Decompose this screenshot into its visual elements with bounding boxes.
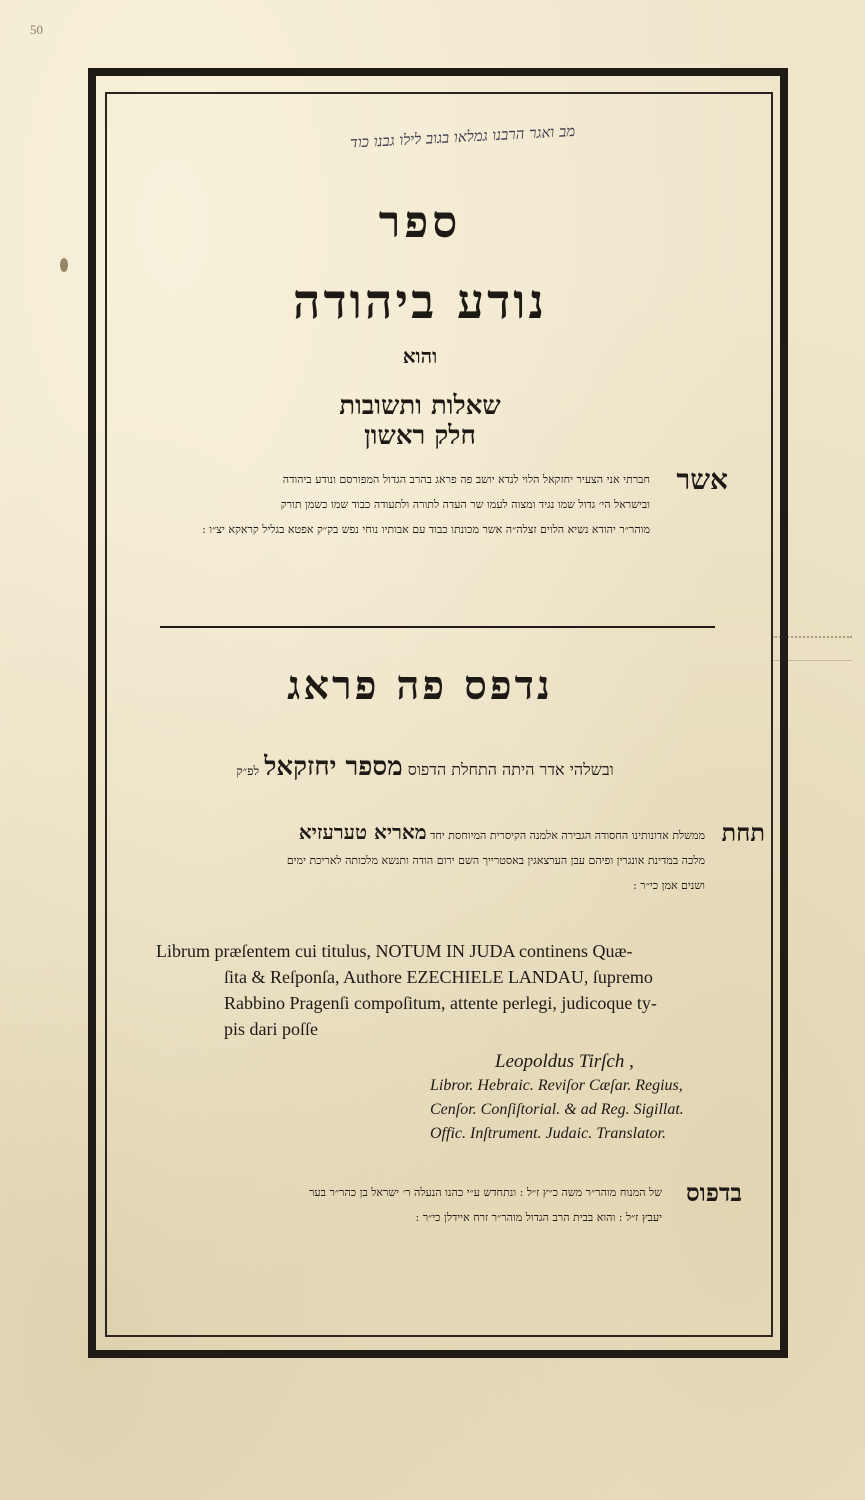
reign-line-1 (160, 820, 725, 848)
printed-in-prague: נדפס פה פראג (287, 662, 553, 709)
reign-line-3: ושנים אמן כי״ר : (633, 879, 705, 892)
author-line-2: ובישראל הי׳ גדול שמו נגיד ומצוה לעמו שר העדה לתורה ולתעודה כבוד שמו כשמן תורק (280, 498, 650, 511)
reign-block (160, 818, 765, 898)
author-lead-word: אשר (676, 463, 728, 496)
handwritten-note: מב ואגר הרבנו גמלאו בגוב לילו גבנו כוד (349, 121, 576, 152)
author-block (120, 463, 728, 542)
date-line-part-2: מספר יחזקאל (264, 752, 403, 782)
empress-name: מאריא טערעזיא (298, 820, 427, 844)
printer-lead-word: בדפוס (686, 1178, 742, 1207)
subtitle-line-1: שאלות ותשובות (339, 391, 501, 421)
title-section (120, 110, 728, 542)
ink-stain (60, 258, 68, 272)
subtitle-line-2: חלק ראשון (364, 421, 476, 451)
section-divider (160, 626, 715, 628)
printer-line-2: יעבץ ז״ל : והוא בבית הרב הגדול מוהר״ר זרח איידלן כי״ר : (415, 1211, 662, 1224)
censor-signature (430, 1050, 750, 1146)
latin-line-1: Librum præſentem cui titulus, NOTUM IN JUDA continens Quæ- (156, 941, 633, 961)
title-sefer: ספר (378, 197, 462, 248)
book-title: נודע ביהודה (292, 274, 548, 330)
author-line-1: חברתי אני הצעיר יחזקאל הלוי לנדא יושב פה פראג בהרב הגדול המפורסם ונודע ביהודה (282, 473, 650, 486)
censor-name: Leopoldus Tirſch , (495, 1051, 634, 1072)
latin-line-3: Rabbino Pragenſi compoſitum, attente perlegi, judicoque ty- (224, 993, 657, 1013)
latin-line-4: pis dari poſſe (224, 1019, 318, 1039)
author-line-3: מוהר״ר יהודא נשיא הלוים זצלה״ה אשר מכונתו כבוד עם אבותיו נוחי נפש בק״ק אפטא בגליל קראקא יצ״ו : (202, 523, 650, 536)
censor-title-3: Offic. Inſtrument. Judaic. Translator. (430, 1125, 666, 1142)
printer-block (150, 1178, 742, 1230)
latin-line-2: ſita & Reſponſa, Authore EZECHIELE LANDAU, ſupremo (224, 967, 653, 987)
date-line-part-3: לפ״ק (236, 764, 260, 778)
print-date-line (130, 752, 720, 782)
latin-approbation (156, 938, 716, 1042)
censor-title-2: Cenſor. Conſiſtorial. & ad Reg. Sigillat. (430, 1101, 684, 1118)
printer-line-1: של המנוח מוהר״ר משה כ״ץ ז״ל : ונתחדש ע״י כהנו הנעלה ר׳ ישראל בן כהר״ר בער (309, 1186, 662, 1199)
reign-line-2: מלכה במדינת אונגרין ופיהם עבן הערצאגין באסטרייך השם ירום הודה ותנשא מלכותה לאריכת ימים (286, 854, 705, 867)
reign-line-1-text: ממשלת אדונותינו החסודה הגבירה אלמנה הקיסרית המיוחסת יחד (430, 829, 705, 842)
reign-lead-word: תחת (721, 818, 765, 847)
page-number: 50 (30, 22, 43, 37)
title-vehu: והוא (402, 344, 438, 368)
date-line-part-1: ובשלהי אדר היתה התחלת הדפוס (407, 760, 614, 779)
censor-title-1: Libror. Hebraic. Reviſor Cæſar. Regius, (430, 1077, 683, 1094)
